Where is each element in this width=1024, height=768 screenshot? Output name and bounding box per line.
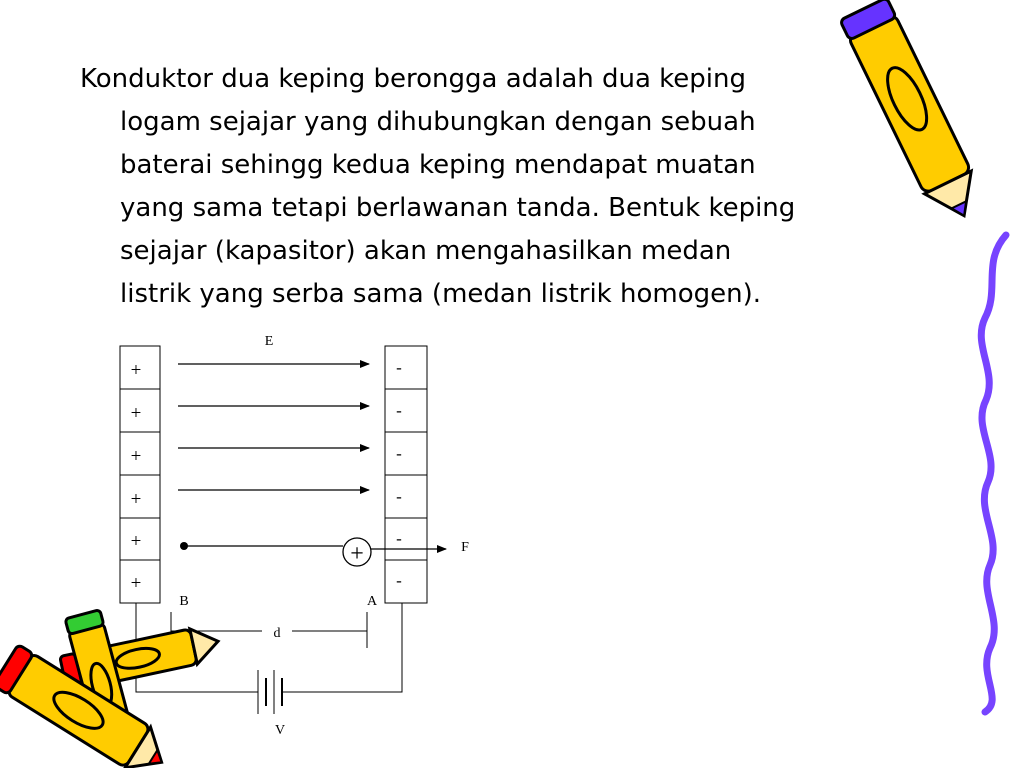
- positive-charge: +: [130, 446, 142, 467]
- left-plate: [120, 346, 160, 603]
- negative-charge: -: [396, 358, 402, 377]
- voltage-label: V: [274, 723, 286, 738]
- negative-charge: -: [396, 401, 402, 420]
- positive-charge: +: [130, 403, 142, 424]
- test-charge-sign: +: [350, 541, 364, 567]
- battery-symbol: [258, 670, 282, 714]
- negative-charge: -: [396, 487, 402, 506]
- right-plate: [385, 346, 427, 603]
- paragraph-line: logam sejajar yang dihubungkan dengan sebuah: [120, 107, 756, 137]
- distance-label: d: [273, 626, 281, 641]
- positive-charge: +: [130, 489, 142, 510]
- negative-charge: -: [396, 529, 402, 548]
- paragraph-line: baterai sehingg kedua keping mendapat muatan: [120, 150, 756, 180]
- paragraph-line: listrik yang serba sama (medan listrik homogen).: [120, 279, 761, 309]
- negative-charge: -: [396, 571, 402, 590]
- plate-a-label: A: [366, 594, 378, 609]
- positive-charge: +: [130, 360, 142, 381]
- paragraph-line: yang sama tetapi berlawanan tanda. Bentuk keping: [120, 193, 796, 223]
- positive-charge: +: [130, 573, 142, 594]
- decorative-squiggle: [981, 235, 1006, 712]
- paragraph-line: sejajar (kapasitor) akan mengahasilkan medan: [120, 236, 732, 266]
- negative-charge: -: [396, 444, 402, 463]
- pencil-icon: [840, 0, 988, 227]
- force-label: F: [461, 540, 469, 555]
- field-label: E: [264, 334, 274, 349]
- positive-charge: +: [130, 531, 142, 552]
- plate-b-label: B: [179, 594, 189, 609]
- paragraph-line: Konduktor dua keping berongga adalah dua keping: [80, 64, 747, 94]
